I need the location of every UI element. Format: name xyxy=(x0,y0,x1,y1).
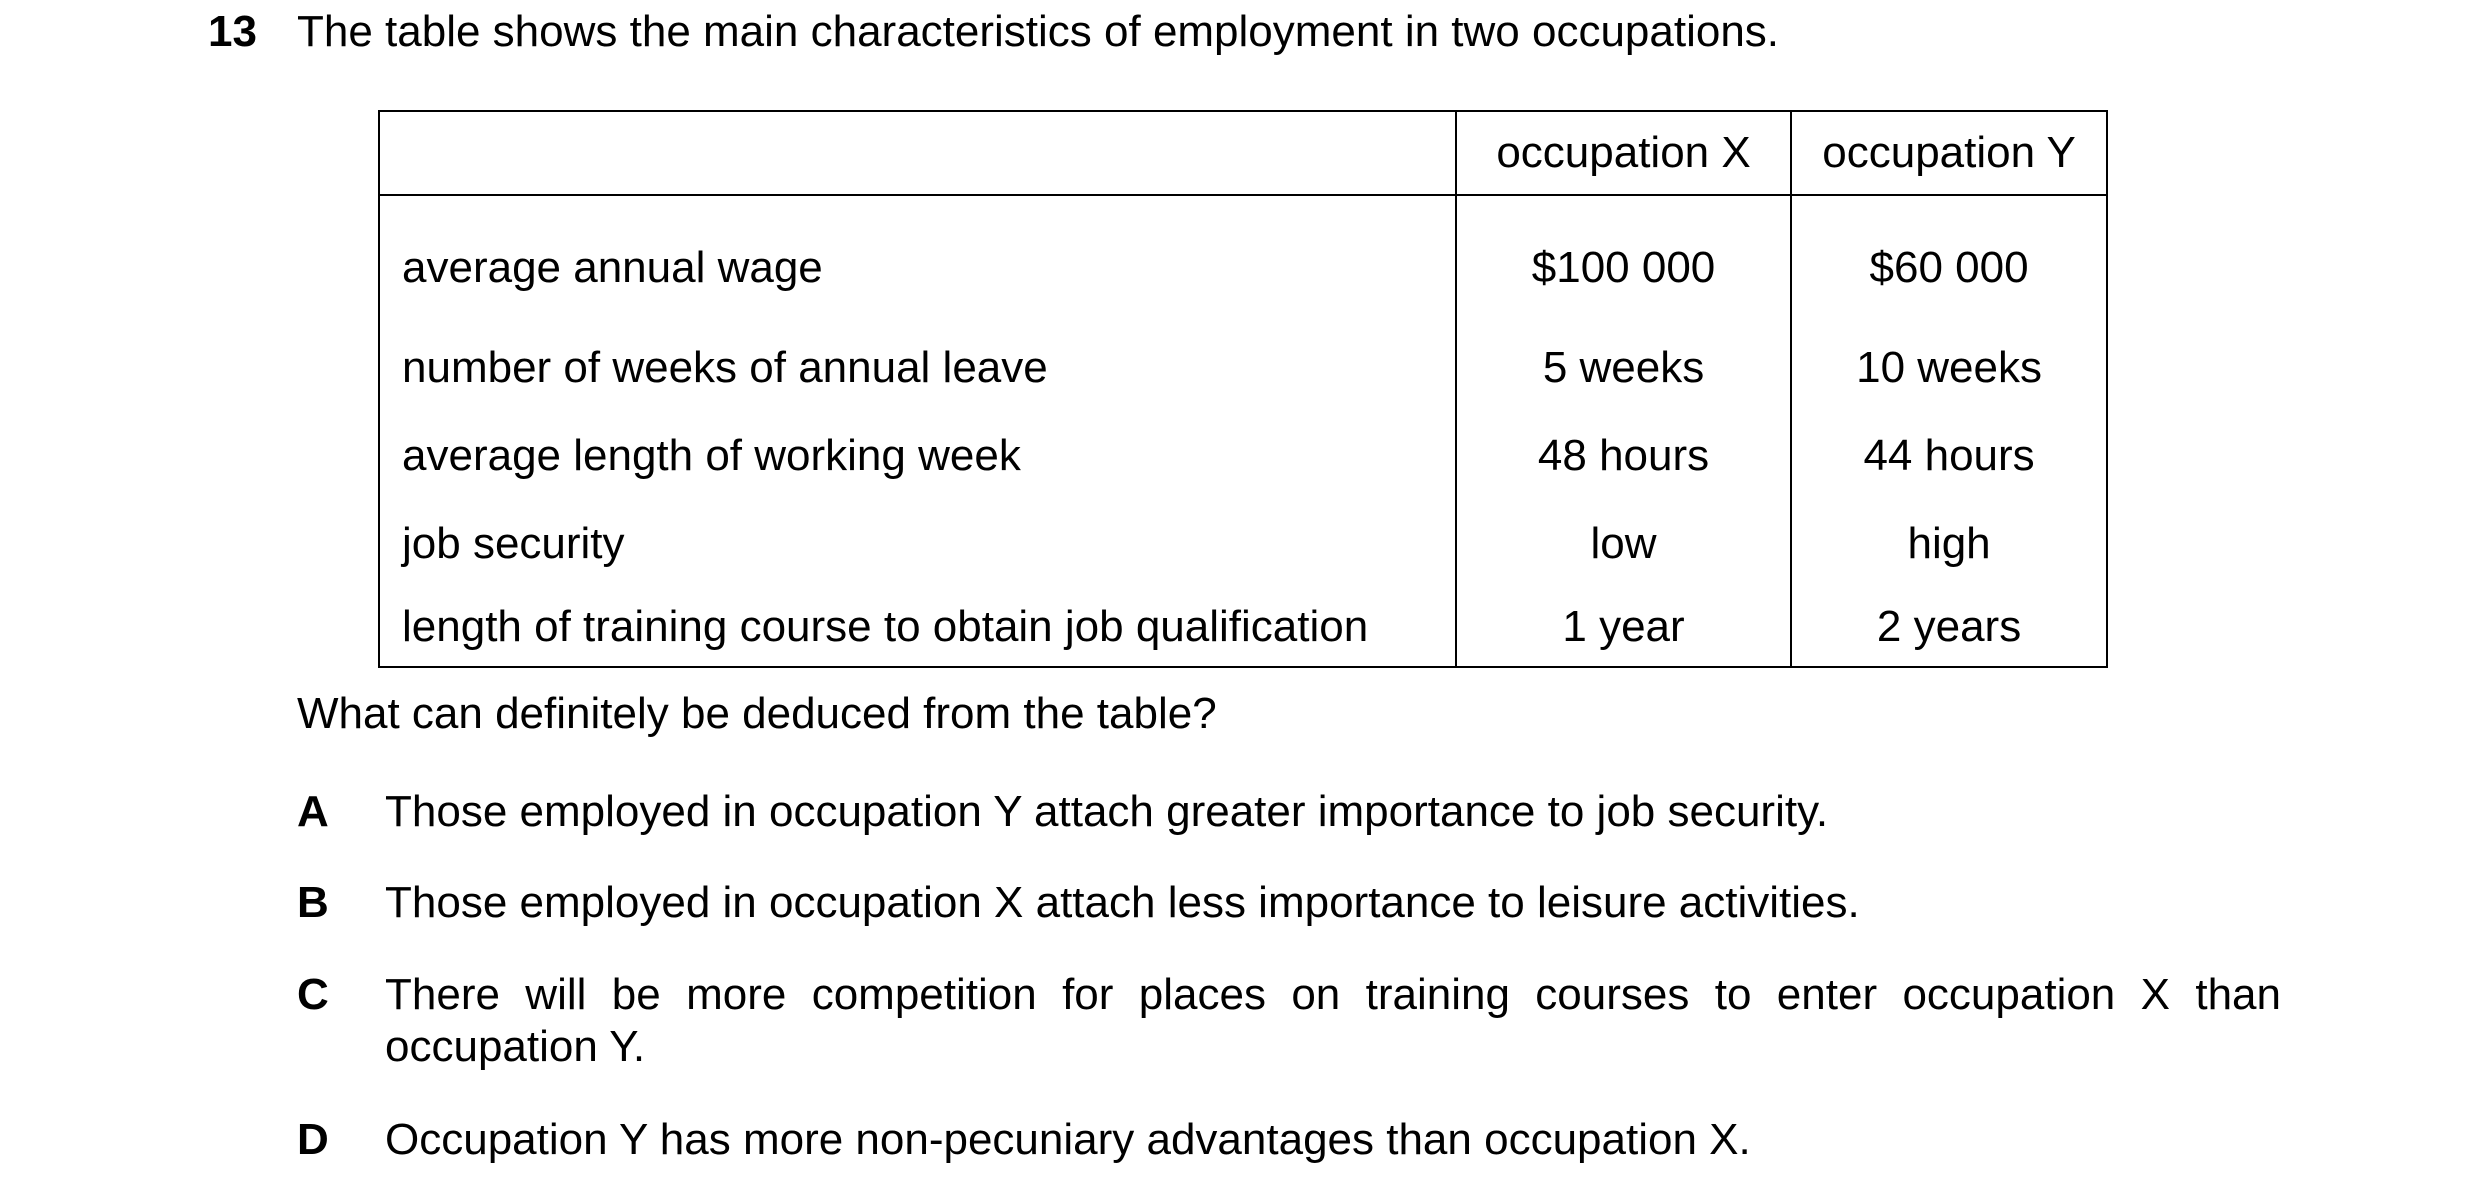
row-label: number of weeks of annual leave xyxy=(379,324,1456,412)
occupation-y-value: $60 000 xyxy=(1791,195,2107,324)
occupation-x-value: $100 000 xyxy=(1456,195,1791,324)
answer-option-d[interactable] xyxy=(297,1114,2281,1166)
option-letter: C xyxy=(297,970,329,1019)
table-row xyxy=(379,412,2107,500)
table-row xyxy=(379,588,2107,667)
table-header-row xyxy=(379,111,2107,195)
row-label: average annual wage xyxy=(379,195,1456,324)
occupation-y-value: 10 weeks xyxy=(1791,324,2107,412)
answer-option-a[interactable] xyxy=(297,786,2281,838)
row-label: length of training course to obtain job qualification xyxy=(379,588,1456,667)
option-letter: B xyxy=(297,878,329,927)
answer-option-c[interactable] xyxy=(297,969,2281,1073)
row-label: average length of working week xyxy=(379,412,1456,500)
table-header-occupation-x: occupation X xyxy=(1456,111,1791,195)
option-text: Those employed in occupation X attach less importance to leisure activities. xyxy=(385,878,1860,927)
question-stem: The table shows the main characteristics of employment in two occupations. xyxy=(297,7,1780,56)
occupation-table xyxy=(378,110,2108,668)
occupation-x-value: 5 weeks xyxy=(1456,324,1791,412)
question-prompt: What can definitely be deduced from the table? xyxy=(297,689,1217,738)
table-row xyxy=(379,324,2107,412)
option-text: There will be more competition for places on training courses to enter occupation X than occupation Y. xyxy=(385,970,2281,1071)
question-number: 13 xyxy=(208,7,257,56)
occupation-y-value: high xyxy=(1791,500,2107,588)
occupation-x-value: low xyxy=(1456,500,1791,588)
row-label: job security xyxy=(379,500,1456,588)
occupation-y-value: 2 years xyxy=(1791,588,2107,667)
table-row xyxy=(379,195,2107,324)
occupation-x-value: 1 year xyxy=(1456,588,1791,667)
occupation-y-value: 44 hours xyxy=(1791,412,2107,500)
answer-option-b[interactable] xyxy=(297,877,2281,929)
option-text: Occupation Y has more non-pecuniary advantages than occupation X. xyxy=(385,1115,1751,1164)
option-letter: D xyxy=(297,1115,329,1164)
table-header-occupation-y: occupation Y xyxy=(1791,111,2107,195)
table-header-blank xyxy=(379,111,1456,195)
table-row xyxy=(379,500,2107,588)
option-letter: A xyxy=(297,787,329,836)
option-text: Those employed in occupation Y attach greater importance to job security. xyxy=(385,787,1829,836)
occupation-x-value: 48 hours xyxy=(1456,412,1791,500)
